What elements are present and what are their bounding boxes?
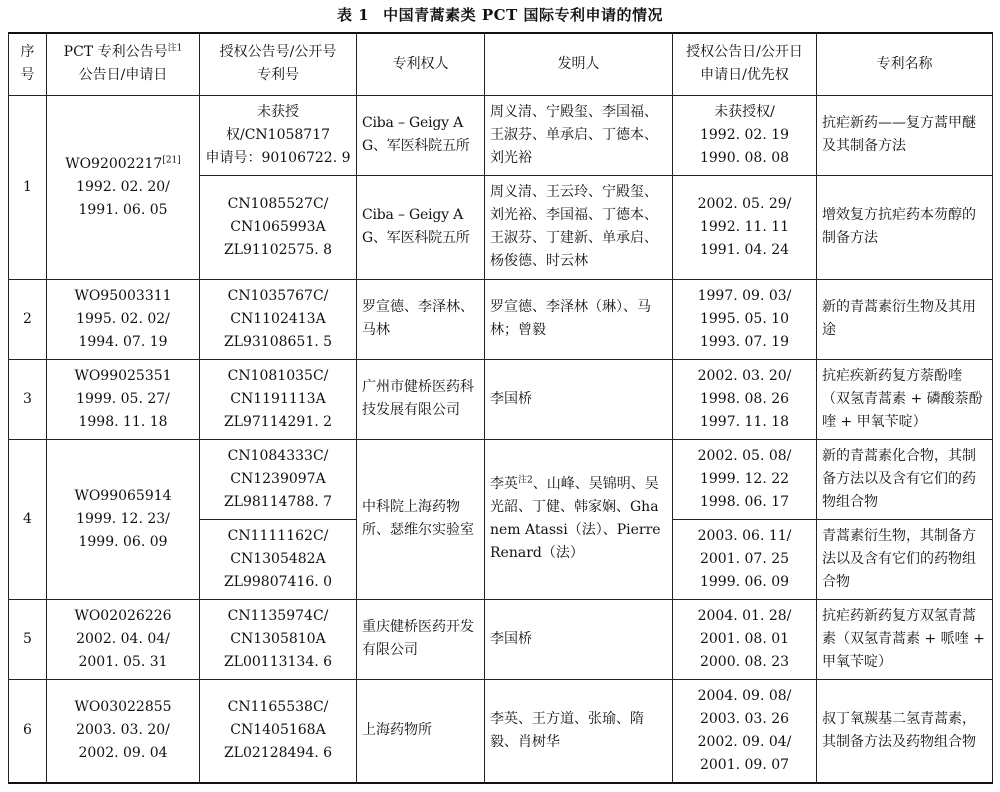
row3-grant-3: ZL97114291. 2 (223, 413, 333, 430)
row5-pct-date1: 2002. 04. 04/ (76, 630, 170, 647)
row4-inventor-rest: 、山峰、吴锦明、吴光韶、丁健、韩家娴、Ghanem Atassi（法）、Pierre Renard（法） (490, 476, 661, 561)
header-grant-line2: 专利号 (257, 67, 299, 84)
table-number: 表 1 (337, 6, 370, 24)
header-dates-line1: 授权公告日/公开日 (686, 44, 803, 61)
row4b-date-1: 2003. 06. 11/ (697, 527, 792, 544)
row1b-dates (673, 175, 817, 279)
row4-pct-date2: 1999. 06. 09 (78, 533, 168, 550)
row4a-title: 新的青蒿素化合物，其制备方法以及含有它们的药物组合物 (817, 439, 993, 519)
row4b-grant (200, 519, 357, 599)
header-row (9, 33, 993, 95)
row5-grant (200, 599, 357, 679)
row6-pct (47, 679, 200, 783)
header-pct (47, 33, 200, 95)
row1b-holder: Ciba – Geigy AG、军医科院五所 (357, 175, 485, 279)
header-pct-line2: 公告日/申请日 (78, 67, 168, 84)
row3-title: 抗疟疾新药复方萘酚喹（双氢青蒿素 + 磷酸萘酚喹 + 甲氧苄啶） (817, 359, 993, 439)
row3-inventor: 李国桥 (485, 359, 673, 439)
row4-pct-no: WO99065914 (74, 487, 172, 504)
row5-holder: 重庆健桥医药开发有限公司 (357, 599, 485, 679)
row2-grant-1: CN1035767C/ (227, 287, 329, 304)
row5-date-3: 2000. 08. 23 (699, 653, 790, 670)
row3-pct (47, 359, 200, 439)
row2-date-2: 1995. 05. 10 (699, 310, 790, 327)
row6-grant (200, 679, 357, 783)
row6-date-2: 2003. 03. 26 (699, 710, 790, 727)
row6-date-3: 2002. 09. 04/ (697, 733, 792, 750)
row4a-date-1: 2002. 05. 08/ (697, 447, 792, 464)
row2-pct-date1: 1995. 02. 02/ (76, 310, 170, 327)
row5-dates (673, 599, 817, 679)
row1a-dates (673, 95, 817, 175)
row5-title: 抗疟药新药复方双氢青蒿素（双氢青蒿素 + 哌喹 + 甲氧苄啶） (817, 599, 993, 679)
row3-grant (200, 359, 357, 439)
row1a-date-1: 未获授权/ (714, 103, 775, 120)
row4b-date-2: 2001. 07. 25 (699, 550, 790, 567)
header-title: 专利名称 (817, 33, 993, 95)
row4a-grant-2: CN1239097A (230, 470, 326, 487)
row6-pct-no: WO03022855 (74, 699, 172, 716)
row1b-date-2: 1992. 11. 11 (699, 218, 790, 235)
row6-grant-3: ZL02128494. 6 (223, 745, 333, 762)
row2-inventor: 罗宣德、李泽林（琳）、马林；曾毅 (485, 279, 673, 359)
row4a-date-3: 1998. 06. 17 (699, 493, 790, 510)
row3-pct-date1: 1999. 05. 27/ (76, 390, 170, 407)
row2-seq: 2 (9, 279, 47, 359)
row1b-date-1: 2002. 05. 29/ (697, 195, 792, 212)
row1-pct-ref: [21] (162, 154, 181, 165)
row1-pct-date1: 1992. 02. 20/ (76, 178, 170, 195)
row4-inventor-note: 注2 (518, 475, 533, 486)
header-pct-line1: PCT 专利公告号 (63, 44, 168, 61)
header-grant (200, 33, 357, 95)
row4a-dates (673, 439, 817, 519)
row4b-title: 青蒿素衍生物，其制备方法以及含有它们的药物组合物 (817, 519, 993, 599)
row5-inventor: 李国桥 (485, 599, 673, 679)
row5-pct (47, 599, 200, 679)
table-row (9, 359, 993, 439)
row4a-grant-1: CN1084333C/ (227, 447, 329, 464)
row4a-grant-3: ZL98114788. 7 (223, 493, 333, 510)
row6-dates (673, 679, 817, 783)
row2-dates (673, 279, 817, 359)
row4-inventor (485, 439, 673, 599)
header-grant-line1: 授权公告号/公开号 (219, 44, 337, 61)
row5-seq: 5 (9, 599, 47, 679)
row1a-title: 抗疟新药——复方蒿甲醚及其制备方法 (817, 95, 993, 175)
row5-grant-1: CN1135974C/ (227, 607, 329, 624)
row6-seq: 6 (9, 679, 47, 783)
row4b-dates (673, 519, 817, 599)
row3-pct-date2: 1998. 11. 18 (78, 413, 168, 430)
row5-pct-date2: 2001. 05. 31 (78, 653, 168, 670)
header-seq: 序号 (9, 33, 47, 95)
row1a-grant (200, 95, 357, 175)
row3-pct-no: WO99025351 (74, 367, 172, 384)
row3-holder: 广州市健桥医药科技发展有限公司 (357, 359, 485, 439)
table-row (9, 95, 993, 175)
row1a-date-2: 1992. 02. 19 (699, 126, 790, 143)
row1b-grant (200, 175, 357, 279)
row3-grant-2: CN1191113A (230, 390, 326, 407)
row4a-grant (200, 439, 357, 519)
table-row (9, 279, 993, 359)
row2-grant-3: ZL93108651. 5 (223, 333, 333, 350)
row1b-inventor: 周义清、王云玲、宁殿玺、刘光裕、李国福、丁德本、王淑芬、丁建新、单承启、杨俊德、时云林 (485, 175, 673, 279)
row4-holder: 中科院上海药物所、瑟维尔实验室 (357, 439, 485, 599)
row4b-grant-3: ZL99807416. 0 (223, 573, 333, 590)
row1-pct (47, 95, 200, 279)
row6-pct-date2: 2002. 09. 04 (78, 745, 168, 762)
row2-grant (200, 279, 357, 359)
table-row (9, 599, 993, 679)
row5-grant-2: CN1305810A (230, 630, 326, 647)
row1b-grant-3: ZL91102575. 8 (223, 241, 333, 258)
row1-seq: 1 (9, 95, 47, 279)
table-title: 中国青蒿素类 PCT 国际专利申请的情况 (383, 6, 663, 24)
row2-pct-no: WO95003311 (74, 287, 172, 304)
row6-pct-date1: 2003. 03. 20/ (76, 722, 170, 739)
row1b-date-3: 1991. 04. 24 (699, 241, 790, 258)
table-row (9, 439, 993, 519)
row4-inventor-first: 李英 (490, 476, 518, 492)
header-dates-line2: 申请日/优先权 (700, 67, 789, 84)
row3-dates (673, 359, 817, 439)
row2-pct-date2: 1994. 07. 19 (78, 333, 168, 350)
row4b-grant-2: CN1305482A (230, 550, 326, 567)
patent-table (8, 32, 993, 784)
row1b-grant-2: CN1065993A (230, 218, 326, 235)
row2-holder: 罗宣德、李泽林、马林 (357, 279, 485, 359)
row1b-grant-1: CN1085527C/ (227, 195, 329, 212)
header-dates (673, 33, 817, 95)
row4-seq: 4 (9, 439, 47, 599)
row1a-grant-2: 申请号：90106722. 9 (205, 149, 351, 166)
header-holder: 专利权人 (357, 33, 485, 95)
row6-inventor: 李英、王方道、张瑜、隋毅、肖树华 (485, 679, 673, 783)
row3-grant-1: CN1081035C/ (227, 367, 329, 384)
row4-pct (47, 439, 200, 599)
row2-pct (47, 279, 200, 359)
row1a-date-3: 1990. 08. 08 (699, 149, 790, 166)
row4a-date-2: 1999. 12. 22 (699, 470, 790, 487)
row2-title: 新的青蒿素衍生物及其用途 (817, 279, 993, 359)
row1-pct-date2: 1991. 06. 05 (78, 201, 168, 218)
row3-date-3: 1997. 11. 18 (699, 413, 790, 430)
row3-date-2: 1998. 08. 26 (699, 390, 790, 407)
row2-date-3: 1993. 07. 19 (699, 333, 790, 350)
header-inventor: 发明人 (485, 33, 673, 95)
row6-grant-2: CN1405168A (230, 722, 326, 739)
row3-seq: 3 (9, 359, 47, 439)
row2-date-1: 1997. 09. 03/ (697, 287, 792, 304)
table-caption (0, 4, 1000, 25)
row6-date-1: 2004. 09. 08/ (697, 687, 792, 704)
row1-pct-no: WO92002217 (65, 155, 163, 172)
row5-date-2: 2001. 08. 01 (699, 630, 790, 647)
header-pct-note: 注1 (167, 43, 183, 54)
row4-pct-date1: 1999. 12. 23/ (76, 510, 170, 527)
row4b-date-3: 1999. 06. 09 (699, 573, 790, 590)
row1b-title: 增效复方抗疟药本芴醇的制备方法 (817, 175, 993, 279)
row5-grant-3: ZL00113134. 6 (223, 653, 333, 670)
row4b-grant-1: CN1111162C/ (227, 527, 329, 544)
row1a-holder: Ciba – Geigy AG、军医科院五所 (357, 95, 485, 175)
row5-pct-no: WO02026226 (74, 607, 172, 624)
row2-grant-2: CN1102413A (230, 310, 326, 327)
row5-date-1: 2004. 01. 28/ (697, 607, 792, 624)
row1a-grant-1: 未获授权/CN1058717 (225, 103, 331, 143)
table-row (9, 679, 993, 783)
row6-holder: 上海药物所 (357, 679, 485, 783)
row6-grant-1: CN1165538C/ (227, 699, 329, 716)
row6-title: 叔丁氧羰基二氢青蒿素，其制备方法及药物组合物 (817, 679, 993, 783)
row3-date-1: 2002. 03. 20/ (697, 367, 792, 384)
row6-date-4: 2001. 09. 07 (699, 756, 790, 773)
row1a-inventor: 周义清、宁殿玺、李国福、王淑芬、单承启、丁德本、刘光裕 (485, 95, 673, 175)
